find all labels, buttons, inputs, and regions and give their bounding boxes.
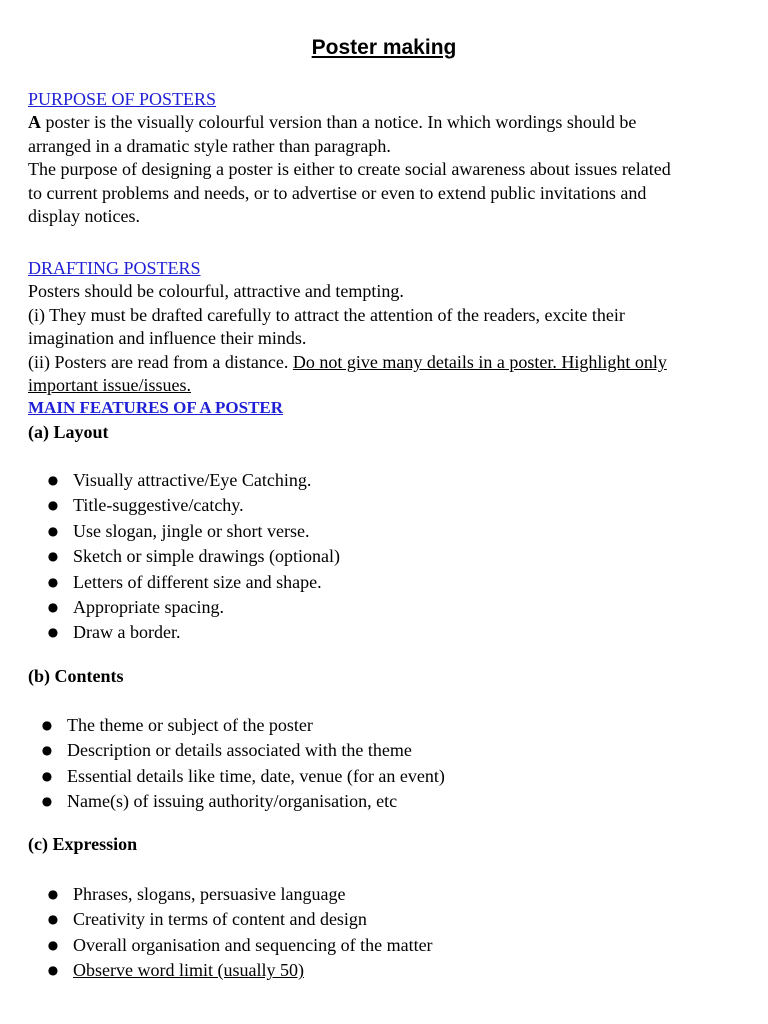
drafting-line <box>28 351 748 375</box>
list-item <box>47 468 340 493</box>
drafting-line: (i) They must be drafted carefully to attract the attention of the readers, excite their <box>28 304 625 325</box>
list-item <box>47 958 433 983</box>
list-item-text: Essential details like time, date, venue (for an event) <box>67 765 445 786</box>
list-item <box>47 907 433 932</box>
drafting-highlight-text: important issue/issues. <box>28 375 191 396</box>
contents-list <box>41 713 445 815</box>
list-item <box>47 519 340 544</box>
purpose-line-text: poster is the visually colourful version than a notice. In which wordings should be <box>41 112 637 132</box>
bullet-icon: ● <box>41 743 53 758</box>
layout-subheading: (a) Layout <box>28 422 109 442</box>
list-item <box>47 544 340 569</box>
bullet-icon: ● <box>47 625 59 640</box>
list-item-text: The theme or subject of the poster <box>67 715 313 735</box>
list-item-text: Use slogan, jingle or short verse. <box>73 520 310 541</box>
purpose-lead-letter: A <box>28 112 41 132</box>
expression-subheading: (c) Expression <box>28 834 138 854</box>
bullet-icon: ● <box>41 768 53 783</box>
features-heading-block <box>28 396 748 420</box>
list-item-text: Draw a border. <box>73 622 181 643</box>
purpose-paragraph-line: The purpose of designing a poster is either to create social awareness about issues related <box>28 159 671 180</box>
list-item-text: Overall organisation and sequencing of the matter <box>73 934 433 955</box>
bullet-icon: ● <box>41 718 53 732</box>
purpose-paragraph-line <box>28 111 748 135</box>
list-item-text: Name(s) of issuing authority/organisation, etc <box>67 791 398 812</box>
bullet-icon: ● <box>47 574 59 589</box>
bullet-icon: ● <box>47 937 59 952</box>
expression-list <box>47 882 433 984</box>
list-item-text: Phrases, slogans, persuasive language <box>73 884 346 904</box>
bullet-icon: ● <box>47 912 59 927</box>
list-item-text: Visually attractive/Eye Catching. <box>73 470 312 490</box>
bullet-icon: ● <box>47 887 59 901</box>
bullet-icon: ● <box>47 523 59 538</box>
list-item-text: Description or details associated with the theme <box>67 740 412 761</box>
bullet-icon: ● <box>47 963 59 978</box>
purpose-section <box>28 87 748 229</box>
list-item <box>47 620 340 645</box>
purpose-heading-link[interactable]: PURPOSE OF POSTERS <box>28 89 217 109</box>
purpose-paragraph-line: arranged in a dramatic style rather than paragraph. <box>28 135 391 156</box>
list-item <box>47 493 340 518</box>
contents-subheading: (b) Contents <box>28 666 124 686</box>
drafting-section <box>28 256 748 398</box>
page-title: Poster making <box>311 36 457 59</box>
bullet-icon: ● <box>41 794 53 809</box>
bullet-icon: ● <box>47 498 59 513</box>
list-item <box>41 713 445 738</box>
list-item <box>41 738 445 763</box>
drafting-line: Posters should be colourful, attractive and tempting. <box>28 281 404 301</box>
list-item <box>47 933 433 958</box>
list-item-text: Creativity in terms of content and design <box>73 909 367 930</box>
layout-list <box>47 468 340 646</box>
bullet-icon: ● <box>47 599 59 614</box>
bullet-icon: ● <box>47 473 59 487</box>
drafting-line: imagination and influence their minds. <box>28 328 307 349</box>
list-item <box>41 764 445 789</box>
list-item-text: Appropriate spacing. <box>73 596 224 617</box>
drafting-line-plain: (ii) Posters are read from a distance. <box>28 351 293 372</box>
list-item-text: Letters of different size and shape. <box>73 571 322 592</box>
list-item-text: Observe word limit (usually 50) <box>73 960 304 981</box>
list-item <box>47 595 340 620</box>
purpose-paragraph-line: to current problems and needs, or to advertise or even to extend public invitations and <box>28 182 647 203</box>
bullet-icon: ● <box>47 549 59 564</box>
list-item <box>47 570 340 595</box>
drafting-heading-link[interactable]: DRAFTING POSTERS <box>28 258 201 278</box>
purpose-paragraph-line: display notices. <box>28 206 140 227</box>
list-item-text: Title-suggestive/catchy. <box>73 495 244 516</box>
list-item <box>41 789 445 814</box>
list-item-text: Sketch or simple drawings (optional) <box>73 546 340 567</box>
list-item <box>47 882 433 907</box>
drafting-highlight-text: Do not give many details in a poster. Highlight only <box>292 351 667 372</box>
features-heading-link[interactable]: MAIN FEATURES OF A POSTER <box>28 398 284 417</box>
